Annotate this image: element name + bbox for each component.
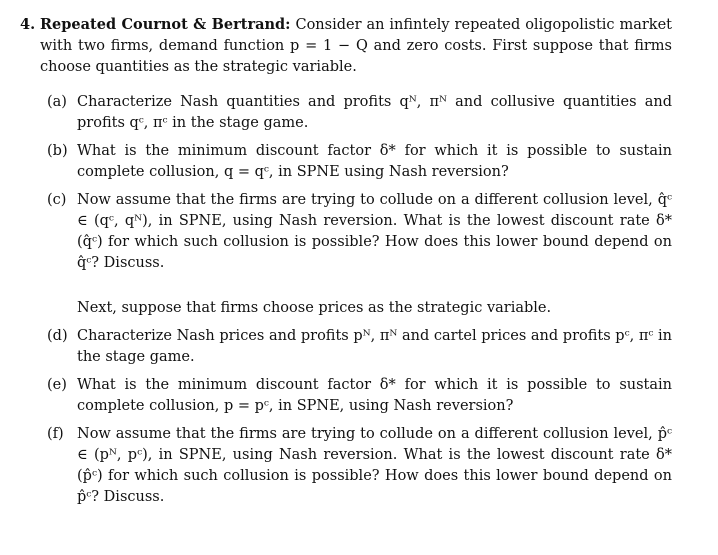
problem-title: Repeated Cournot & Bertrand: bbox=[40, 16, 291, 33]
part-text: Characterize Nash quantities and profits qᴺ, πᴺ and collusive quantities and profits qᶜ, πᶜ in the stage game. bbox=[77, 94, 672, 131]
part-d bbox=[47, 326, 672, 368]
part-label: (e) bbox=[47, 377, 67, 393]
part-label: (b) bbox=[47, 143, 68, 159]
problem-intro: Consider an infintely repeated oligopolistic market with two firms, demand function p = 1 − Q and zero costs. First suppose that firms choose quantities as the strategic variable. bbox=[40, 17, 672, 75]
quantity-parts-list bbox=[20, 92, 672, 274]
part-text: Now assume that the firms are trying to collude on a different collusion level, p̂ᶜ ∈ (pᴺ, pᶜ), in SPNE, using Nash reversion. What is the lowest discount rate δ*(p̂ᶜ) for which such collusion is possible? How does this lower bound depend on p̂ᶜ? Discuss. bbox=[77, 426, 672, 505]
part-e bbox=[47, 375, 672, 417]
part-text: Characterize Nash prices and profits pᴺ, πᴺ and cartel prices and profits pᶜ, πᶜ in the stage game. bbox=[77, 328, 672, 365]
problem-number: 4. bbox=[20, 16, 36, 33]
part-label: (c) bbox=[47, 192, 67, 208]
part-a bbox=[47, 92, 672, 134]
part-b bbox=[47, 141, 672, 183]
part-text: What is the minimum discount factor δ* for which it is possible to sustain complete collusion, p = pᶜ, in SPNE, using Nash reversion? bbox=[77, 377, 672, 414]
part-text: What is the minimum discount factor δ* for which it is possible to sustain complete collusion, q = qᶜ, in SPNE using Nash reversion? bbox=[77, 143, 672, 180]
part-f bbox=[47, 424, 672, 508]
part-text: Now assume that the firms are trying to collude on a different collusion level, q̂ᶜ ∈ (qᶜ, qᴺ), in SPNE, using Nash reversion. What is the lowest discount rate δ*(q̂ᶜ) for which such collusion is possible? How does this lower bound depend on q̂ᶜ? Discuss. bbox=[77, 192, 672, 271]
part-label: (a) bbox=[47, 94, 67, 110]
part-label: (d) bbox=[47, 328, 68, 344]
part-c bbox=[47, 190, 672, 274]
price-parts-list bbox=[20, 326, 672, 508]
problem-intro-paragraph bbox=[40, 14, 672, 78]
problem-header bbox=[20, 14, 672, 78]
transition-sentence: Next, suppose that firms choose prices as the strategic variable. bbox=[77, 300, 552, 316]
part-label: (f) bbox=[47, 426, 64, 442]
